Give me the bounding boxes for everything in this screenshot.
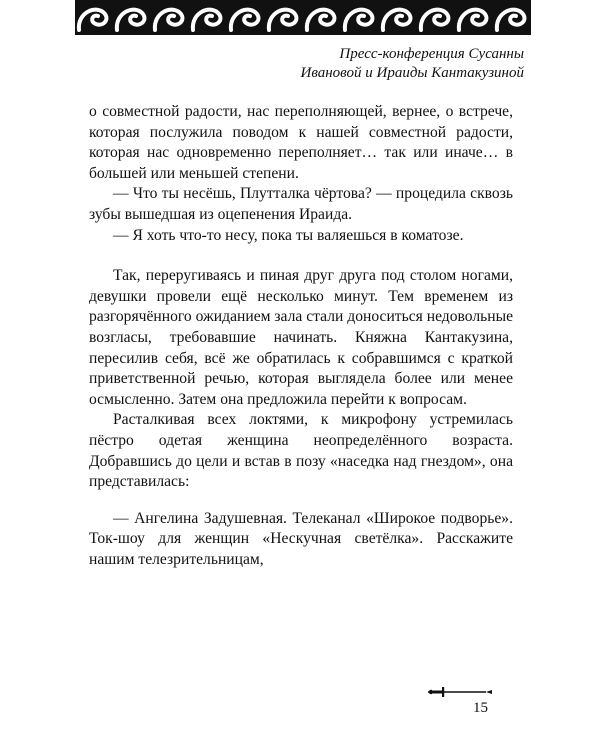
paragraph: о совместной радости, нас переполняющей, вернее, о встрече, которая послужила поводом к нашей совместной радости, которая нас одновременно переполняет… так или иначе… в большей или меньшей степени. <box>89 103 513 182</box>
wave-curl <box>231 10 259 30</box>
body-text <box>89 102 513 570</box>
wave-ornament-icon <box>75 0 531 35</box>
wave-curl <box>383 10 411 30</box>
paragraph: — Ангелина Задушевная. Телеканал «Широкое подворье». Ток-шоу для женщин «Нескучная светёлка». Расскажите нашим телезрительницам, <box>89 509 513 568</box>
wave-curl <box>345 10 373 30</box>
wave-curl <box>79 10 107 30</box>
wave-curl <box>117 10 145 30</box>
running-header-line-2: Ивановой и Ираиды Кантакузиной <box>300 65 524 81</box>
wave-curl <box>421 10 449 30</box>
ornament-band <box>75 0 531 35</box>
sword-ornament-icon <box>428 685 492 699</box>
paragraph: Расталкивая всех локтями, к микрофону устремилась пёстро одетая женщина неопределённого возраста. Добравшись до цели и встав в позу «наседка над гнездом», она представилась: <box>89 411 513 491</box>
paragraph: Так, переругиваясь и пиная друг друга под столом ногами, девушки провели ещё несколько минут. Тем временем из разгорячённого ожиданием зала стали доноситься недовольные возгласы, требовавшие начинать. Княжна Кантакузина, пересилив себя, всё же обратилась к собравшимся с краткой приветственной речью, которая выглядела более или менее осмысленно. Затем она предложила перейти к вопросам. <box>89 267 513 408</box>
running-header <box>300 45 524 83</box>
wave-curl <box>497 10 525 30</box>
running-header-line-1: Пресс-конференция Сусанны <box>339 46 524 62</box>
page-number: 15 <box>473 700 488 716</box>
wave-curl <box>269 10 297 30</box>
wave-curl <box>193 10 221 30</box>
wave-curl <box>459 10 487 30</box>
wave-curl <box>155 10 183 30</box>
paragraph: — Что ты несёшь, Плутталка чёртова? — процедила сквозь зубы вышедшая из оцепенения Ираида. <box>89 185 513 223</box>
section-gap <box>89 246 513 266</box>
section-gap <box>89 493 513 509</box>
wave-curl <box>307 10 335 30</box>
paragraph: — Я хоть что-то несу, пока ты валяешься в коматозе. <box>113 226 464 244</box>
